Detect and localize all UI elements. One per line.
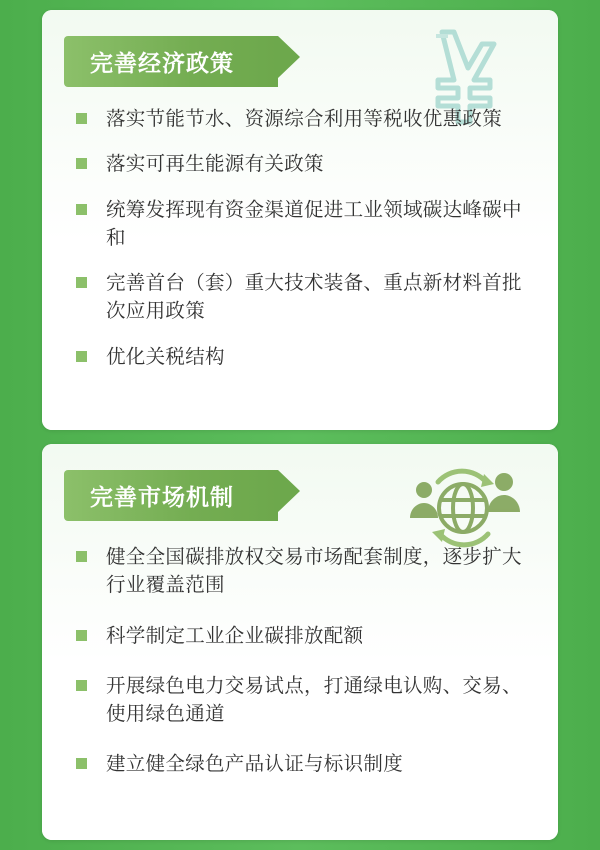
bullet-list-economic-policy [42,105,558,371]
list-item [76,543,528,600]
list-item-text: 统筹发挥现有资金渠道促进工业领域碳达峰碳中和 [106,198,522,249]
list-item [76,150,528,178]
list-item [76,750,528,778]
section-title-economic-policy: 完善经济政策 [64,36,278,87]
bullet-square-icon [76,758,87,769]
list-item-text: 落实可再生能源有关政策 [106,153,324,176]
bullet-square-icon [76,630,87,641]
list-item-text: 科学制定工业企业碳排放配额 [106,624,364,647]
section-card-inner [42,10,558,430]
list-item-text: 完善首台（套）重大技术装备、重点新材料首批次应用政策 [106,272,522,323]
bullet-square-icon [76,277,87,288]
list-item [76,196,528,253]
bullet-square-icon [76,158,87,169]
list-item [76,672,528,729]
bullet-square-icon [76,204,87,215]
section-card-market-mechanism [42,444,558,840]
list-item [76,343,528,371]
list-item-text: 落实节能节水、资源综合利用等税收优惠政策 [106,108,503,130]
list-item-text: 健全全国碳排放权交易市场配套制度，逐步扩大行业覆盖范围 [106,546,522,597]
list-item [76,622,528,650]
section-card-economic-policy [42,10,558,430]
bullet-list-market-mechanism [42,543,558,779]
list-item [76,105,528,133]
section-title-market-mechanism: 完善市场机制 [64,470,278,521]
list-item [76,269,528,326]
bullet-square-icon [76,551,87,562]
bullet-square-icon [76,680,87,691]
list-item-text: 优化关税结构 [106,345,225,368]
bullet-square-icon [76,351,87,362]
section-card-inner [42,444,558,840]
list-item-text: 建立健全绿色产品认证与标识制度 [106,753,404,776]
list-item-text: 开展绿色电力交易试点，打通绿电认购、交易、使用绿色通道 [106,674,522,726]
bullet-square-icon [76,113,87,124]
